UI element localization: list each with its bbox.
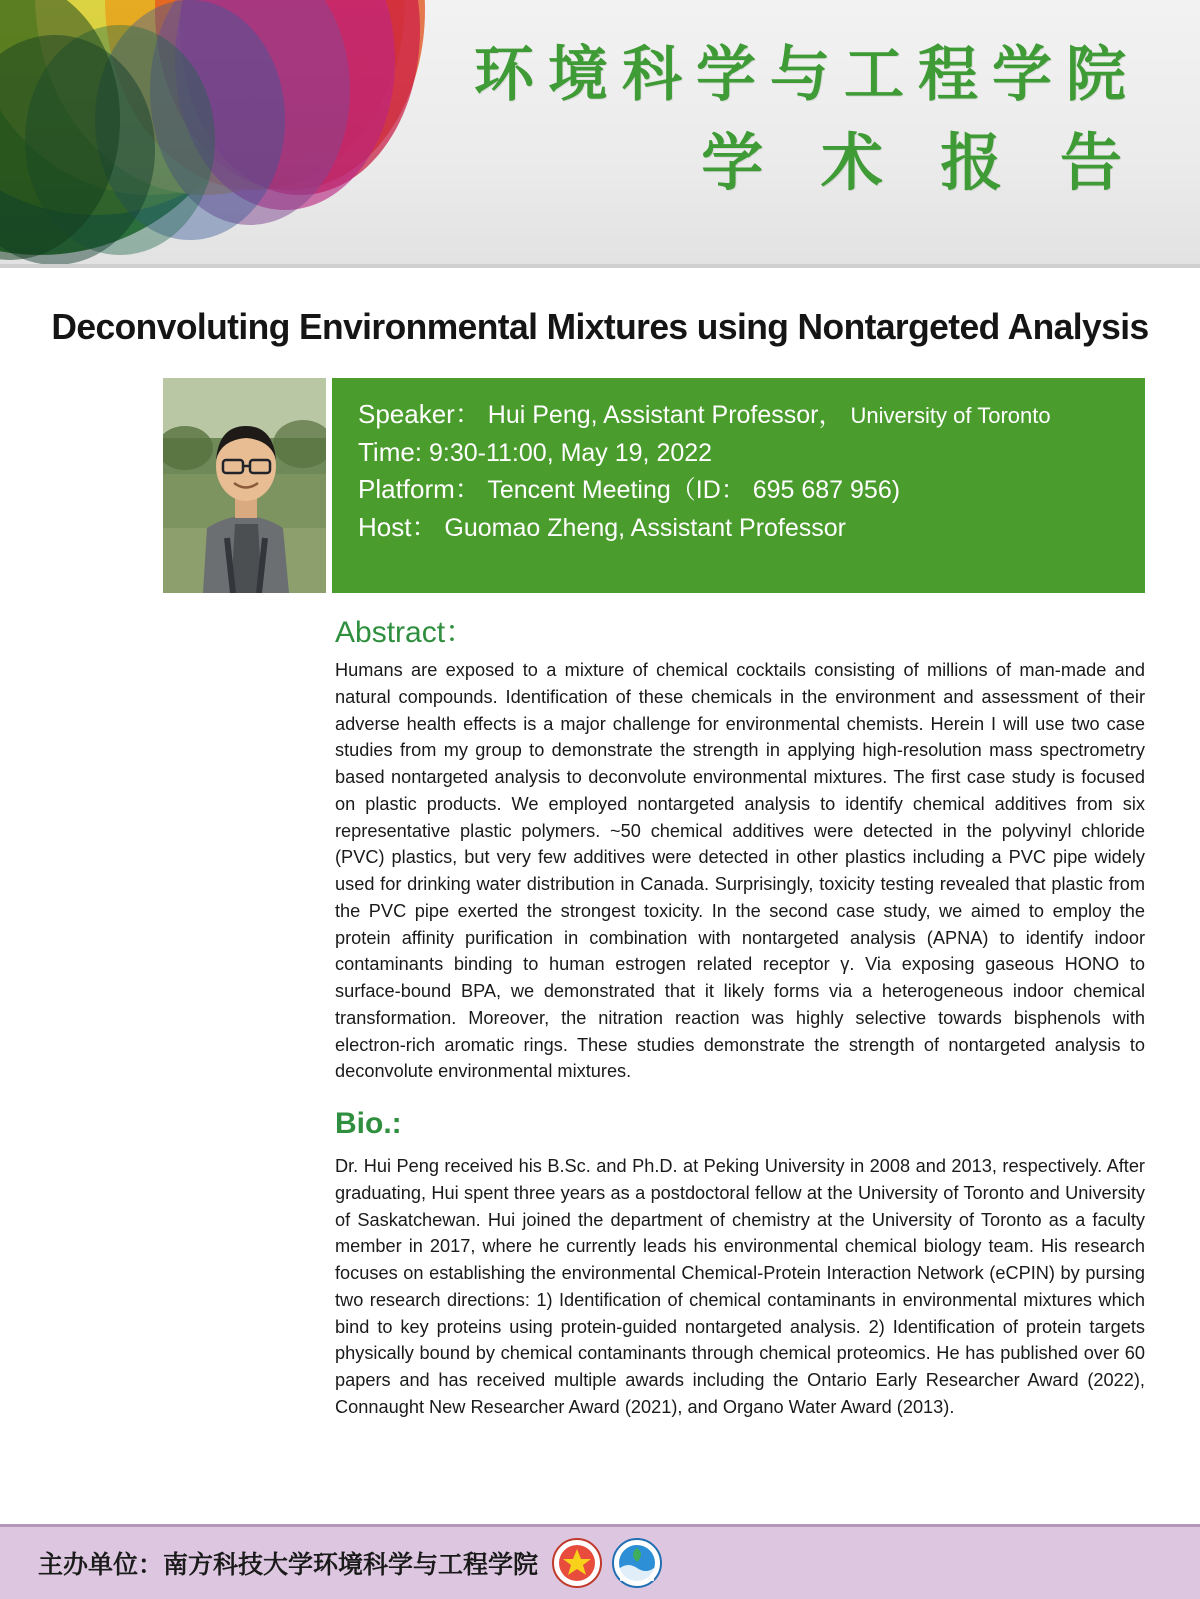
abstract-heading: Abstract： [335,616,476,649]
header-title-block [474,38,1140,204]
poster-header [0,0,1200,268]
speaker-portrait [163,378,326,593]
speaker-line [358,396,1145,434]
time-label: Time: [358,436,423,467]
organizer-text: 主办单位：南方科技大学环境科学与工程学院 [38,1550,539,1579]
time-value: 9:30-11:00, May 19, 2022 [429,438,713,467]
speaker-name: Hui Peng, Assistant Professor， [487,401,844,429]
decorative-petals-graphic [0,0,470,268]
footer-logos [552,1538,662,1588]
host-value: Guomao Zheng, Assistant Professor [444,513,847,542]
bio-section [335,1107,1145,1421]
page-title: Deconvoluting Environmental Mixtures using Nontargeted Analysis [51,306,1149,347]
speaker-label: Speaker： [358,399,481,429]
header-divider [0,264,1200,268]
host-line [358,509,1145,547]
platform-line [358,471,1145,509]
environment-school-logo-icon [612,1538,662,1588]
sustech-seal-logo-icon [552,1538,602,1588]
abstract-text: Humans are exposed to a mixture of chemical cocktails consisting of millions of man-made and natural compounds. Identification of these chemicals in the environment and assessment of their adverse health effects is a major challenge for environmental chemists. Herein I will use two case studies from my group to demonstrate the strength in applying high-resolution mass spectrometry based nontargeted analysis to deconvolute environmental mixtures. The first case study is focused on plastic products. We employed nontargeted analysis to identify chemical additives from six representative plastic polymers. ~50 chemical additives were detected in the polyvinyl chloride (PVC) plastics, but very few additives were detected in other plastics including a PVC pipe widely used for drinking water distribution in Canada. Surprisingly, toxicity testing revealed that plastic from the PVC pipe exerted the strongest toxicity. In the second case study, we aimed to employ the protein affinity purification in combination with nontargeted analysis (APNA) to identify indoor contaminants binding to human estrogen related receptor γ. Via exposing gaseous HONO to surface-bound BPA, we demonstrated that it likely forms via a heterogeneous indoor chemical transformation. Moreover, the nitration reaction was highly selective towards bisphenols with electron-rich aromatic rings. These studies demonstrate the strength of nontargeted analysis to deconvolute environmental mixtures. [335,660,1145,1082]
lecture-series-cn: 学 术 报 告 [701,126,1140,199]
time-line [358,434,1145,472]
platform-label: Platform： [358,474,481,504]
poster-body [0,306,1200,1421]
host-label: Host： [358,511,438,542]
speaker-affiliation: University of Toronto [850,403,1051,428]
speaker-info-row [163,378,1145,593]
bio-text: Dr. Hui Peng received his B.Sc. and Ph.D. at Peking University in 2008 and 2013, respectively. After graduating, Hui spent three years as a postdoctoral fellow at the University of Toronto and University of Saskatchewan. Hui joined the department of chemistry at the University of Toronto as a faculty member in 2017, where he currently leads his environmental chemical biology team. His research focuses on establishing the environmental Chemical-Protein Interaction Network (eCPIN) by pursing two research directions: 1) Identification of chemical contaminants in environmental mixtures which bind to key proteins using protein-guided nontargeted analysis. 2) Identification of protein targets physically bound by chemical contaminants through chemical proteomics. He has published over 60 papers and has received multiple awards including the Ontario Early Researcher Award (2022), Connaught New Researcher Award (2021), and Organo Water Award (2013). [335,1156,1145,1417]
school-name-cn: 环境科学与工程学院 [474,40,1140,110]
bio-heading: Bio.: [335,1107,402,1140]
event-details-box [332,378,1145,593]
poster-footer [0,1524,1200,1599]
platform-value: Tencent Meeting（ID： 695 687 956) [487,476,901,504]
abstract-section [335,607,1145,1085]
